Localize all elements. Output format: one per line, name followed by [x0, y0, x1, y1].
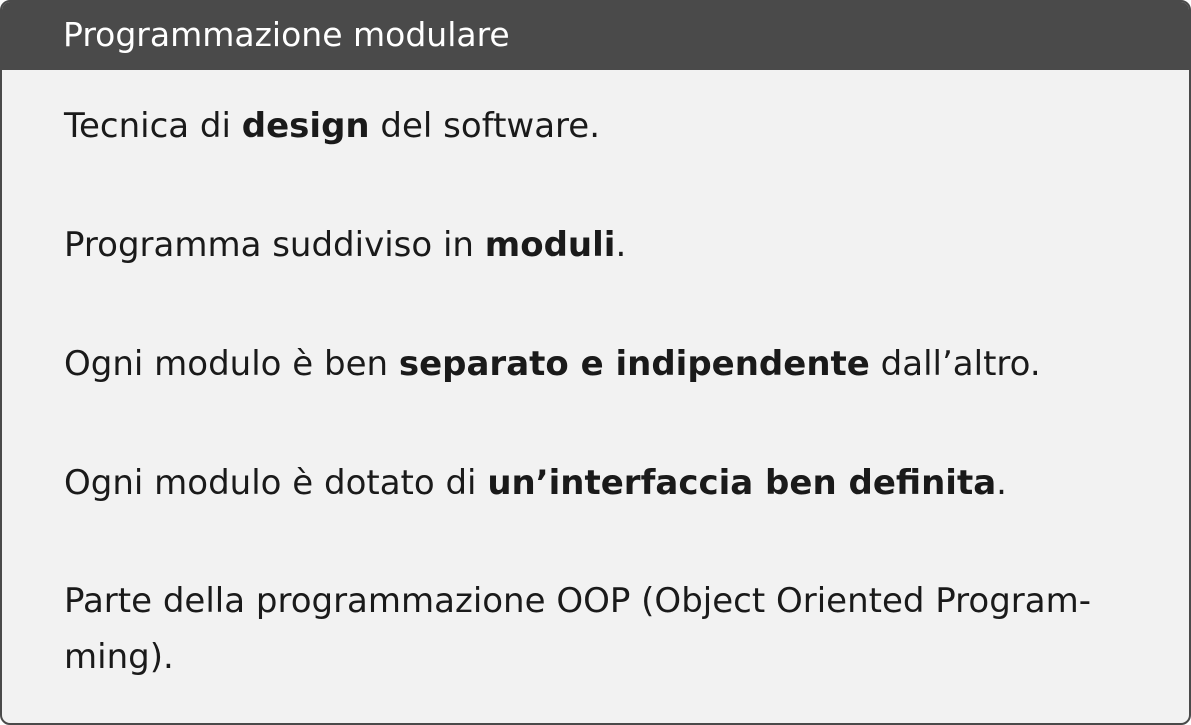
paragraph-text: dall’altro. [869, 344, 1041, 384]
paragraph-separated [64, 336, 1133, 392]
paragraph-interface [64, 455, 1133, 511]
paragraph-bold: design [241, 106, 370, 146]
paragraph-oop [64, 573, 1133, 685]
paragraph-bold: separato e indipendente [398, 344, 870, 384]
paragraph-design [64, 98, 1133, 154]
paragraph-text: . [615, 225, 627, 265]
paragraph-line: ming). [64, 637, 174, 677]
paragraph-text: Programma suddiviso in [64, 225, 485, 265]
paragraph-text: Ogni modulo è dotato di [64, 463, 488, 503]
paragraph-line: Parte della programmazione OOP (Object Oriented Program- [64, 581, 1091, 621]
paragraph-bold: moduli [484, 225, 616, 265]
paragraph-bold: un’interfaccia ben definita [487, 463, 997, 503]
paragraph-text: del software. [369, 106, 601, 146]
paragraph-modules [64, 217, 1133, 273]
block-title: Programmazione modulare [2, 2, 1189, 70]
paragraph-text: Ogni modulo è ben [64, 344, 399, 384]
paragraph-text: Tecnica di [64, 106, 242, 146]
paragraph-text: . [996, 463, 1007, 503]
